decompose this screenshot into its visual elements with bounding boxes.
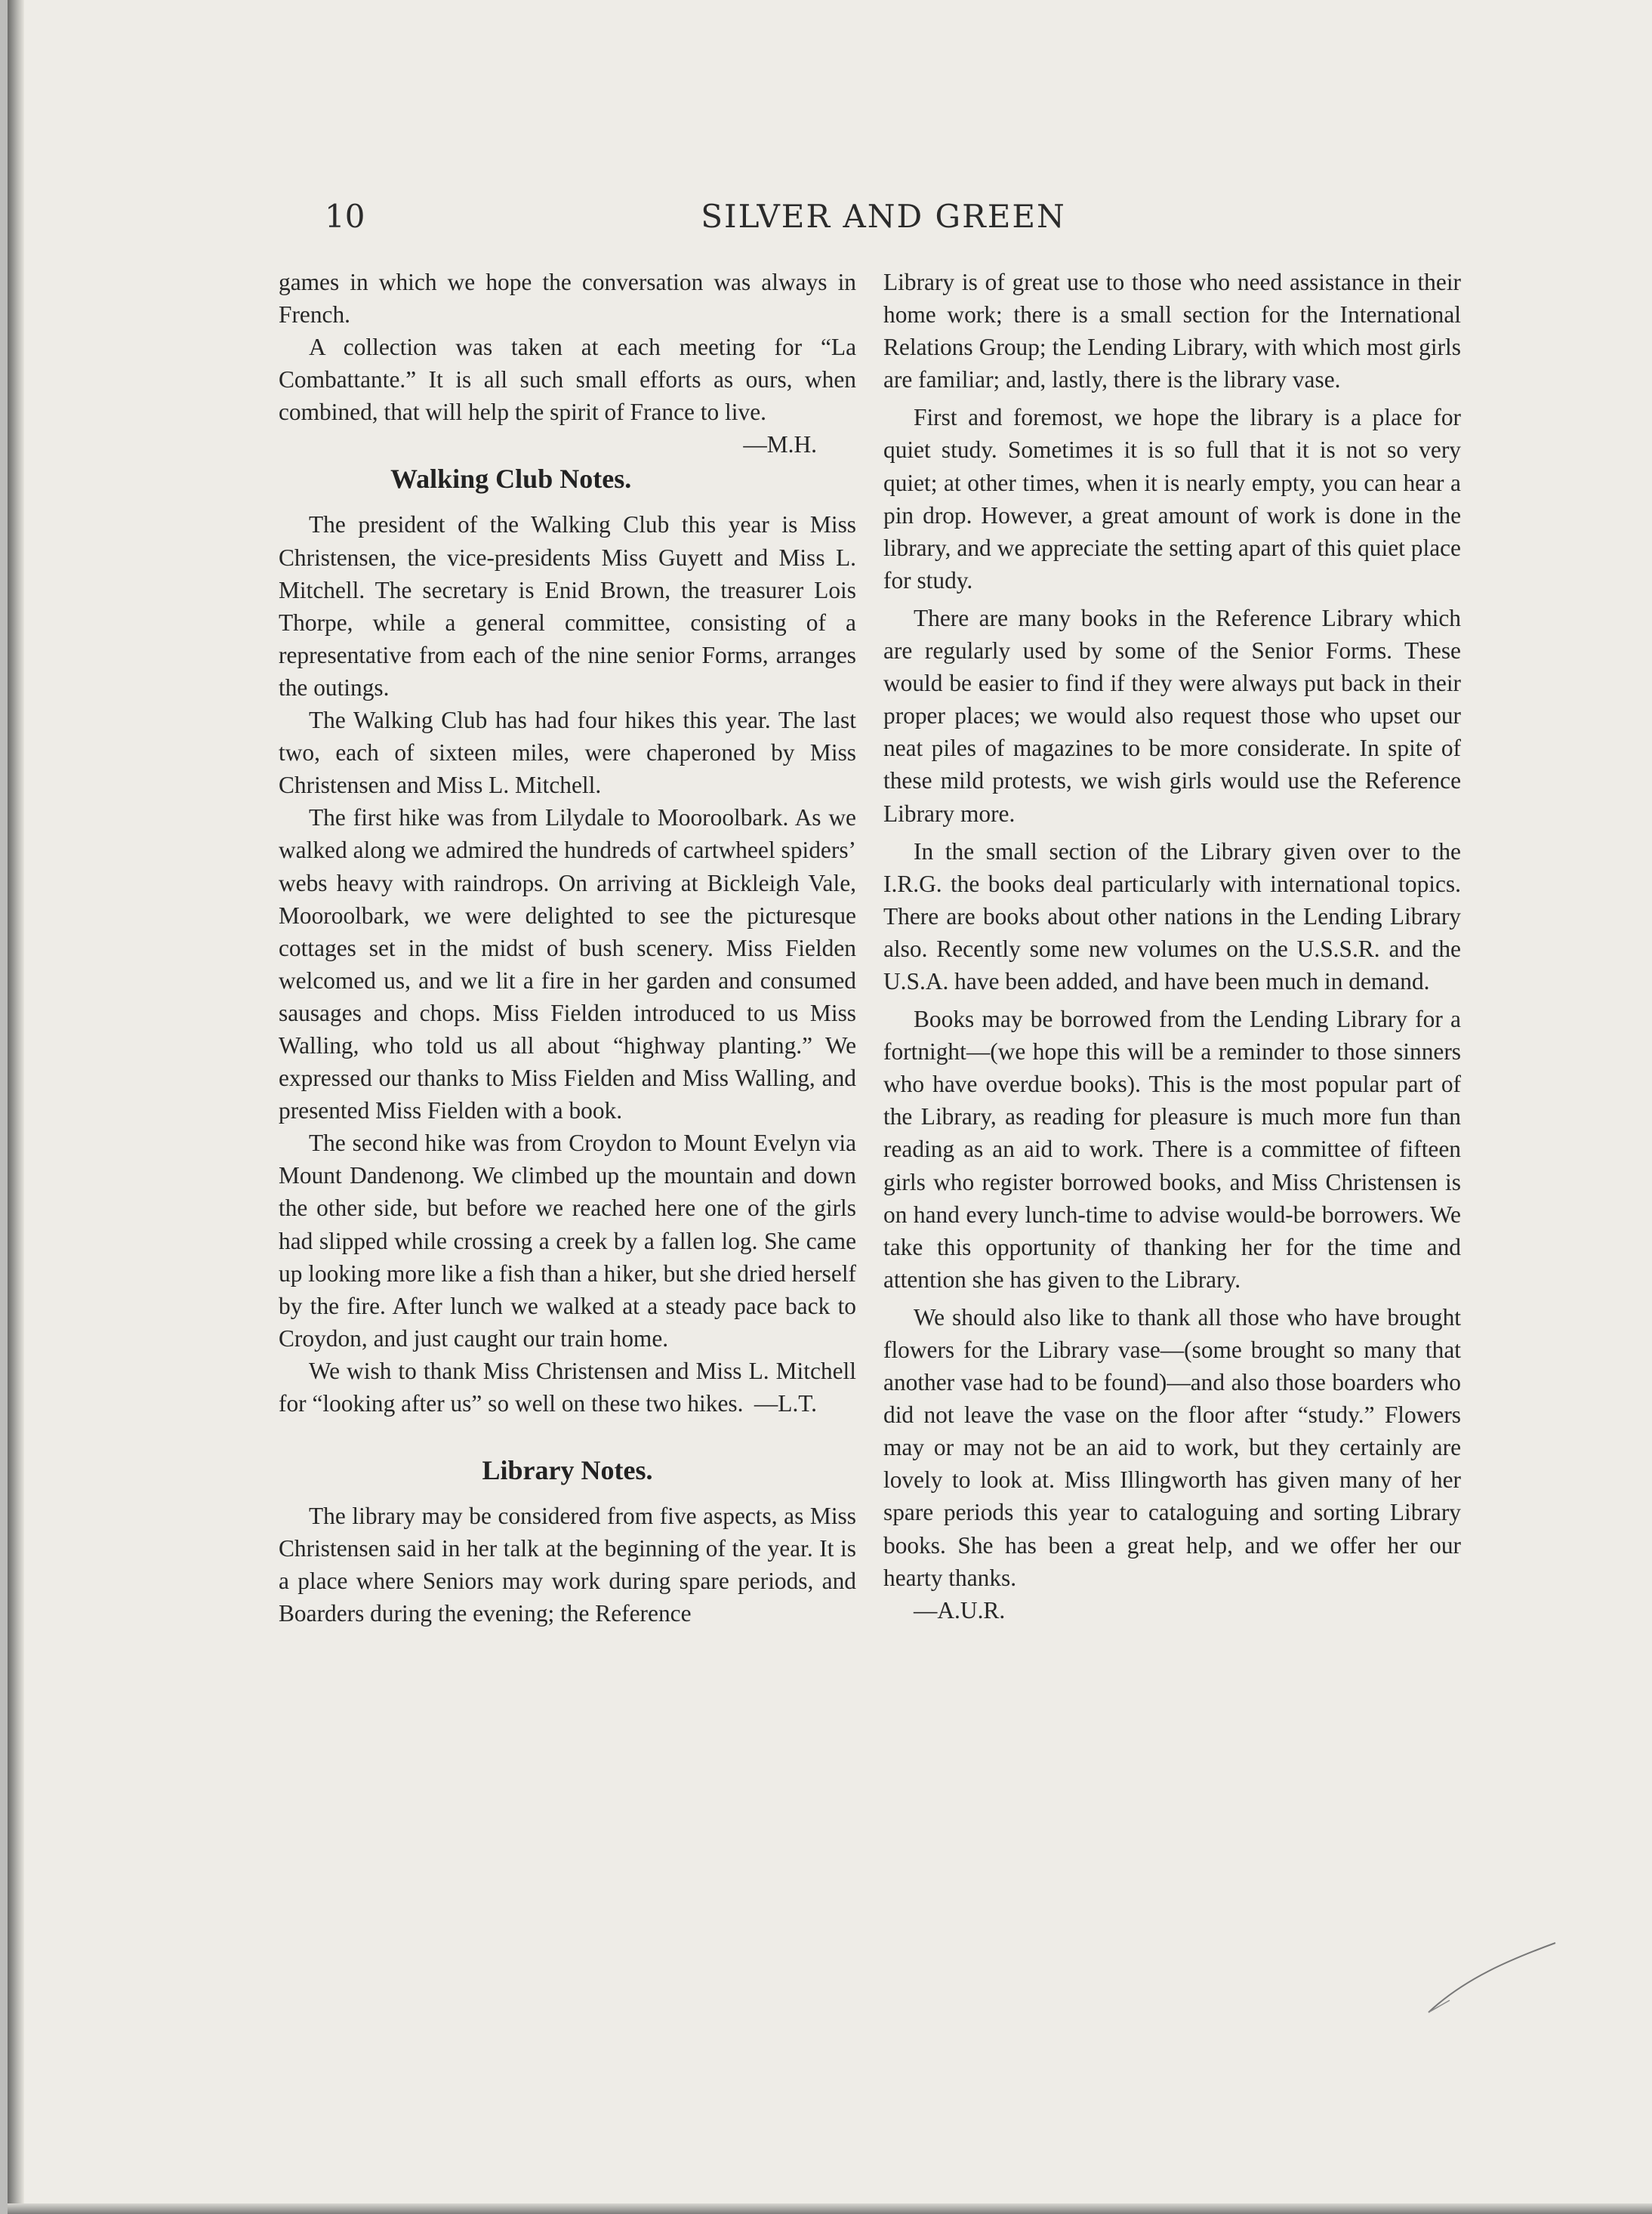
binding-shadow bbox=[8, 0, 24, 2214]
right-column bbox=[883, 266, 1461, 1627]
signature: —L.T. bbox=[754, 1390, 817, 1417]
paragraph: The second hike was from Croydon to Mount Evelyn via Mount Dandenong. We climbed up the mountain and down the other side, but before we reached here one of the girls had slipped while crossing a creek by a fallen log. She came up looking more like a fish than a hiker, but she dried herself by the fire. After lunch we walked at a steady pace back to Croydon, and just caught our train home. bbox=[279, 1130, 856, 1352]
page-number: 10 bbox=[325, 198, 365, 235]
document-page bbox=[8, 0, 1652, 2214]
paragraph: The library may be considered from five aspects, as Miss Christensen said in her talk at the beginning of the year. It is a place where Seniors may work during spare periods, and Boarders during the evening; the Reference bbox=[279, 1503, 856, 1627]
page-bottom-edge bbox=[8, 2203, 1652, 2214]
paragraph: In the small section of the Library given over to the I.R.G. the books deal particularly with international topics. There are books about other nations in the Lending Library also. Recently some new volumes on the U.S.S.R. and the U.S.A. have been added, and have been much in demand. bbox=[883, 837, 1461, 994]
left-column bbox=[279, 266, 856, 1630]
page-header bbox=[310, 198, 1457, 236]
paragraph: The Walking Club has had four hikes this year. The last two, each of sixteen miles, were chaperoned by Miss Christensen and Miss L. Mitchell. bbox=[279, 707, 856, 799]
paragraph: The first hike was from Lilydale to Mooroolbark. As we walked along we admired the hundreds of cartwheel spiders’ webs heavy with raindrops. On arriving at Bickleigh Vale, Mooroolbark, we were delighted to see the picturesque cottages set in the midst of bush scenery. Miss Fielden welcomed us, and we lit a fire in her garden and consumed sausages and chops. Miss Fielden introduced to us Miss Walling, who told us all about “highway planting.” We expressed our thanks to Miss Fielden and Miss Walling, and presented Miss Fielden with a book. bbox=[279, 804, 856, 1124]
walking-club-heading: Walking Club Notes. bbox=[390, 464, 632, 495]
paragraph: The president of the Walking Club this year is Miss Christensen, the vice-presidents Miss Guyett and Miss L. Mitchell. The secretary is Enid Brown, the treasurer Lois Thorpe, while a general committee, consisting of a representative from each of the nine senior Forms, arranges the outings. bbox=[279, 511, 856, 701]
signature: —A.U.R. bbox=[914, 1596, 1006, 1623]
journal-title: SILVER AND GREEN bbox=[701, 198, 1066, 235]
paragraph-text: We wish to thank Miss Christensen and Miss L. Mitchell for “looking after us” so well on these two hikes. bbox=[279, 1357, 856, 1417]
library-notes-heading: Library Notes. bbox=[482, 1455, 653, 1486]
french-club-continuation: games in which we hope the conversation was always in French. bbox=[279, 269, 856, 328]
paragraph: There are many books in the Reference Library which are regularly used by some of the Senior Forms. These would be easier to find if they were always put back in their proper places; we would also request those who upset our neat piles of magazines to be more considerate. In spite of these mild protests, we wish girls would use the Reference Library more. bbox=[883, 604, 1461, 827]
signature: —M.H. bbox=[743, 431, 817, 458]
paragraph-text: A collection was taken at each meeting for “La Combattante.” It is all such small efforts as ours, when combined, that will help the spirit of France to live. bbox=[279, 334, 856, 426]
pencil-mark bbox=[1419, 1937, 1563, 2027]
paragraph: First and foremost, we hope the library is a place for quiet study. Sometimes it is so full that it is not so very quiet; at other times, when it is nearly empty, you can hear a pin drop. However, a great amount of work is done in the library, and we appreciate the setting apart of this quiet place for study. bbox=[883, 404, 1461, 594]
paragraph bbox=[279, 1355, 856, 1420]
paragraph bbox=[279, 331, 856, 458]
paragraph: Library is of great use to those who need assistance in their home work; there is a small section for the International Relations Group; the Lending Library, with which most girls are familiar; and, lastly, there is the library vase. bbox=[883, 269, 1461, 393]
paragraph: Books may be borrowed from the Lending Library for a fortnight—(we hope this will be a reminder to those sinners who have overdue books). This is the most popular part of the Library, as reading for pleasure is much more fun than reading as an aid to work. There is a committee of fifteen girls who register borrowed books, and Miss Christensen is on hand every lunch-time to advise would-be borrowers. We take this opportunity of thanking her for the time and attention she has given to the Library. bbox=[883, 1006, 1461, 1293]
paragraph: We should also like to thank all those who have brought flowers for the Library vase—(some brought so many that another vase had to be found)—and also those boarders who did not leave the vase on the floor after “study.” Flowers may or may not be an aid to work, but they certainly are lovely to look at. Miss Illingworth has given many of her spare periods this year to cataloguing and sorting Library books. She has been a great help, and we offer her our hearty thanks. bbox=[883, 1303, 1461, 1591]
